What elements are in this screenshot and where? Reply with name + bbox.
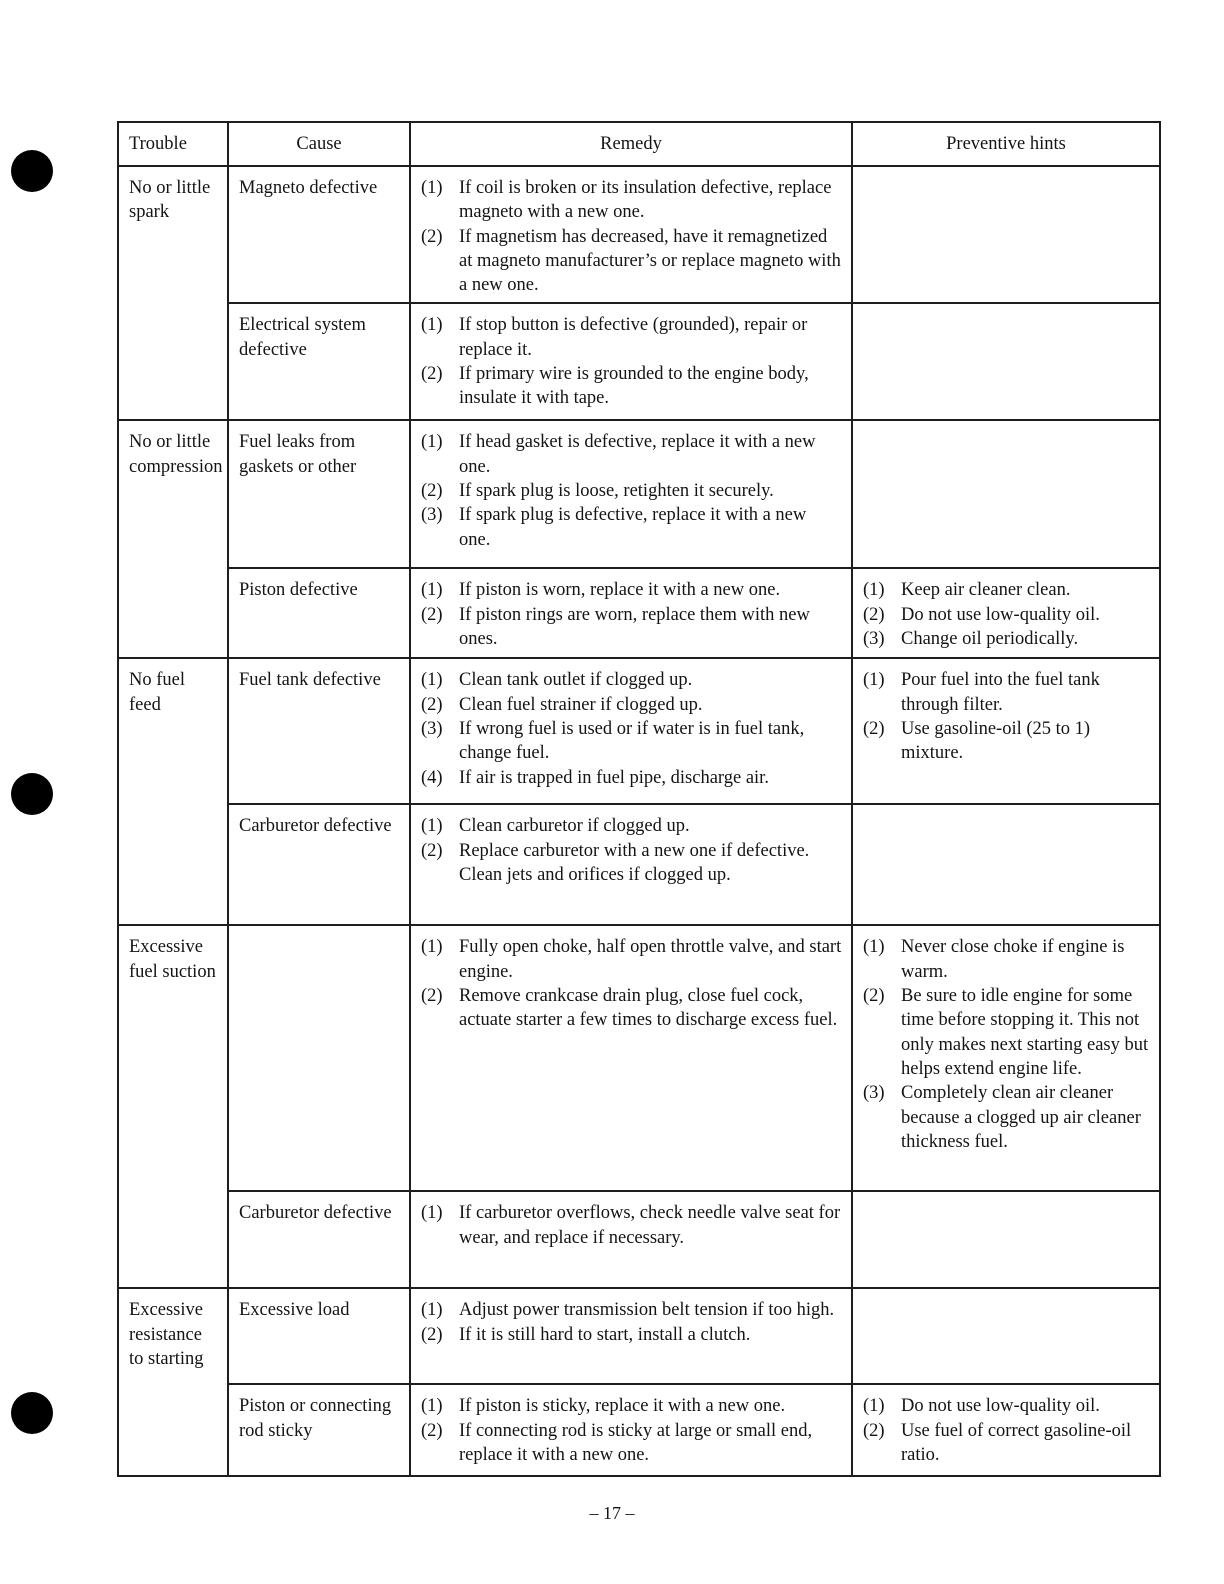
column-header-preventive-hints: Preventive hints	[852, 122, 1160, 166]
item-text: If coil is broken or its insulation defective, replace magneto with a new one.	[459, 178, 832, 223]
remedy-cell	[410, 1384, 852, 1476]
item-text: If primary wire is grounded to the engine body, insulate it with tape.	[459, 364, 809, 409]
trouble-cell: No or little spark	[118, 166, 228, 420]
item-number: (1)	[863, 580, 885, 601]
hints-cell	[852, 568, 1160, 658]
item-text: If stop button is defective (grounded), repair or replace it.	[459, 315, 808, 360]
list-item	[863, 1419, 1150, 1468]
table-row	[118, 166, 1160, 303]
table-row	[118, 303, 1160, 420]
item-number: (2)	[863, 986, 885, 1007]
item-text: Clean carburetor if clogged up.	[459, 816, 690, 837]
trouble-cell: No or little compression	[118, 420, 228, 658]
cause-cell: Carburetor defective	[228, 1191, 410, 1288]
hints-cell	[852, 925, 1160, 1191]
item-number: (1)	[421, 580, 443, 601]
trouble-cell: No fuel feed	[118, 658, 228, 925]
item-text: Use fuel of correct gasoline-oil ratio.	[901, 1420, 1132, 1466]
item-number: (1)	[421, 432, 443, 453]
table-row	[118, 1288, 1160, 1384]
list-item	[863, 717, 1150, 766]
cause-cell: Magneto defective	[228, 166, 410, 303]
item-text: If it is still hard to start, install a clutch.	[459, 1324, 751, 1345]
list-item	[421, 225, 842, 298]
list-item	[863, 1394, 1150, 1418]
list-item	[421, 1201, 842, 1250]
item-text: Clean tank outlet if clogged up.	[459, 670, 693, 691]
item-text: Change oil periodically.	[901, 629, 1079, 650]
hints-cell	[852, 303, 1160, 420]
hints-cell	[852, 1288, 1160, 1384]
item-number: (2)	[421, 1420, 443, 1441]
item-text: Keep air cleaner clean.	[901, 580, 1071, 601]
item-number: (2)	[421, 986, 443, 1007]
list-item	[863, 668, 1150, 717]
item-number: (2)	[421, 604, 443, 625]
item-text: If wrong fuel is used or if water is in fuel tank, change fuel.	[459, 719, 805, 764]
list-item	[421, 814, 842, 838]
item-text: Replace carburetor with a new one if defective.	[459, 840, 810, 861]
punch-hole	[11, 773, 53, 815]
list-item	[421, 1298, 842, 1322]
item-number: (1)	[421, 937, 443, 958]
item-number: (1)	[421, 315, 443, 336]
item-text: Remove crankcase drain plug, close fuel cock, actuate starter a few times to discharge excess fuel.	[459, 986, 838, 1031]
list-item	[421, 839, 842, 863]
list-item	[421, 766, 842, 790]
item-number: (1)	[421, 670, 443, 691]
list-item	[421, 479, 842, 503]
item-number: (3)	[863, 629, 885, 650]
cause-cell: Carburetor defective	[228, 804, 410, 925]
item-number: (3)	[421, 505, 443, 526]
table-header-row	[118, 122, 1160, 166]
item-number: (2)	[421, 840, 443, 861]
punch-hole	[11, 150, 53, 192]
item-text: If piston is sticky, replace it with a new one.	[459, 1396, 786, 1417]
item-number: (1)	[863, 1396, 885, 1417]
item-number: (1)	[421, 1300, 443, 1321]
item-number: (4)	[421, 767, 443, 788]
item-text: Clean jets and orifices if clogged up.	[459, 865, 731, 886]
list-item	[421, 176, 842, 225]
punch-hole	[11, 1392, 53, 1434]
item-number: (2)	[863, 1420, 885, 1441]
item-text: Completely clean air cleaner because a clogged up air cleaner thickness fuel.	[901, 1083, 1141, 1152]
item-number: (1)	[863, 937, 885, 958]
list-item	[421, 717, 842, 766]
table-row	[118, 1191, 1160, 1288]
item-number: (3)	[421, 719, 443, 740]
troubleshooting-table	[117, 121, 1161, 1477]
remedy-cell	[410, 166, 852, 303]
list-item	[421, 313, 842, 362]
remedy-cell	[410, 1288, 852, 1384]
remedy-cell	[410, 303, 852, 420]
table-row	[118, 420, 1160, 568]
list-item	[421, 578, 842, 602]
item-number: (2)	[421, 481, 443, 502]
cause-cell: Piston or connecting rod sticky	[228, 1384, 410, 1476]
item-text: If head gasket is defective, replace it with a new one.	[459, 432, 816, 477]
list-item	[421, 362, 842, 411]
list-item	[421, 863, 842, 887]
list-item	[863, 984, 1150, 1081]
column-header-cause: Cause	[228, 122, 410, 166]
item-text: Pour fuel into the fuel tank through filter.	[901, 670, 1100, 715]
list-item	[421, 603, 842, 652]
item-number: (3)	[863, 1083, 885, 1104]
item-text: If magnetism has decreased, have it remagnetized at magneto manufacturer’s or replace magneto with a new one.	[459, 226, 841, 296]
hints-cell	[852, 804, 1160, 925]
cause-cell: Fuel leaks from gaskets or other	[228, 420, 410, 568]
hints-cell	[852, 1384, 1160, 1476]
item-number: (2)	[421, 226, 443, 247]
list-item	[421, 503, 842, 552]
list-item	[863, 1081, 1150, 1154]
table-row	[118, 804, 1160, 925]
remedy-cell	[410, 804, 852, 925]
item-number: (2)	[863, 719, 885, 740]
column-header-trouble: Trouble	[118, 122, 228, 166]
column-header-remedy: Remedy	[410, 122, 852, 166]
page-number: – 17 –	[589, 1503, 635, 1523]
list-item	[421, 984, 842, 1033]
item-text: Adjust power transmission belt tension if too high.	[459, 1300, 835, 1321]
cause-cell: Electrical system defective	[228, 303, 410, 420]
item-text: If piston is worn, replace it with a new one.	[459, 580, 781, 601]
item-text: If connecting rod is sticky at large or small end, replace it with a new one.	[459, 1420, 813, 1466]
list-item	[863, 627, 1150, 651]
item-number: (1)	[421, 816, 443, 837]
item-text: Fully open choke, half open throttle valve, and start engine.	[459, 937, 842, 982]
item-number: (2)	[421, 694, 443, 715]
item-number: (1)	[421, 1396, 443, 1417]
hints-cell	[852, 1191, 1160, 1288]
remedy-cell	[410, 1191, 852, 1288]
list-item	[863, 578, 1150, 602]
list-item	[421, 668, 842, 692]
item-text: Use gasoline-oil (25 to 1) mixture.	[901, 719, 1091, 764]
trouble-cell: Excessive fuel suction	[118, 925, 228, 1288]
item-text: If carburetor overflows, check needle valve seat for wear, and replace if necessary.	[459, 1203, 841, 1248]
hints-cell	[852, 420, 1160, 568]
item-number: (2)	[863, 604, 885, 625]
cause-cell: Fuel tank defective	[228, 658, 410, 804]
remedy-cell	[410, 925, 852, 1191]
trouble-cell: Excessive resistance to starting	[118, 1288, 228, 1476]
item-text: If piston rings are worn, replace them with new ones.	[459, 604, 810, 650]
list-item	[421, 1323, 842, 1347]
table-row	[118, 925, 1160, 1191]
item-text: If spark plug is loose, retighten it securely.	[459, 481, 774, 502]
list-item	[421, 430, 842, 479]
item-text: Do not use low-quality oil.	[901, 1396, 1100, 1417]
item-number: (2)	[421, 1324, 443, 1345]
item-number: (2)	[421, 364, 443, 385]
item-text: Never close choke if engine is warm.	[901, 937, 1125, 982]
list-item	[863, 603, 1150, 627]
hints-cell	[852, 658, 1160, 804]
list-item	[863, 935, 1150, 984]
table-row	[118, 1384, 1160, 1476]
cause-cell	[228, 925, 410, 1191]
remedy-cell	[410, 658, 852, 804]
item-text: If air is trapped in fuel pipe, discharge air.	[459, 767, 769, 788]
list-item	[421, 693, 842, 717]
list-item	[421, 935, 842, 984]
hints-cell	[852, 166, 1160, 303]
item-text: Clean fuel strainer if clogged up.	[459, 694, 703, 715]
remedy-cell	[410, 420, 852, 568]
item-text: Do not use low-quality oil.	[901, 604, 1100, 625]
item-number: (1)	[863, 670, 885, 691]
item-text: Be sure to idle engine for some time before stopping it. This not only makes next starting easy but helps extend engine life.	[901, 986, 1149, 1079]
list-item	[421, 1419, 842, 1468]
item-number: (1)	[421, 1203, 443, 1224]
item-text: If spark plug is defective, replace it with a new one.	[459, 505, 807, 550]
item-number: (1)	[421, 178, 443, 198]
table-row	[118, 658, 1160, 804]
cause-cell: Piston defective	[228, 568, 410, 658]
table-row	[118, 568, 1160, 658]
cause-cell: Excessive load	[228, 1288, 410, 1384]
list-item	[421, 1394, 842, 1418]
remedy-cell	[410, 568, 852, 658]
